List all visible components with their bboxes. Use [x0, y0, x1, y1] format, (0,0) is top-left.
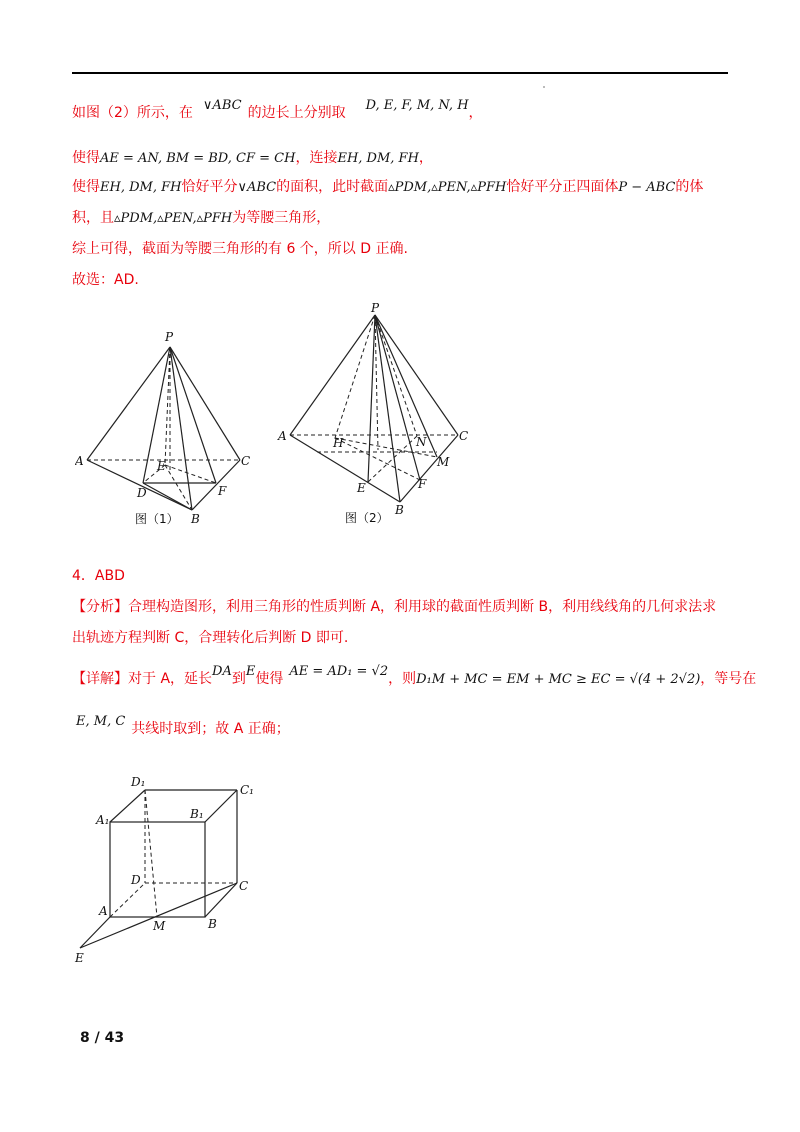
fig1-label-P: P	[165, 330, 174, 344]
fig2-label-P: P	[371, 301, 380, 315]
fig3-label-B1: B₁	[190, 807, 204, 821]
figure-2-tetrahedron	[275, 300, 485, 530]
analysis-line-1: 【分析】合理构造图形，利用三角形的性质判断 A，利用球的截面性质判断 B，利用线线角的几何求法求	[72, 599, 717, 615]
fig2-label-H: H	[333, 436, 344, 450]
page-number: 8 / 43	[80, 1030, 125, 1046]
fig2-label-B: B	[395, 503, 404, 517]
detail-line-1: 【详解】对于 A，延长DA到E使得 AE = AD₁ = √2，则D₁M + MC = EM + MC ≥ EC = √(4 + 2√2)，等号在	[72, 664, 757, 687]
fig1-label-C: C	[241, 454, 251, 468]
fig2-label-F: F	[418, 477, 427, 491]
figure-1-tetrahedron	[75, 325, 275, 530]
fig1-label-E: E	[157, 459, 166, 473]
fig1-label-B: B	[191, 512, 200, 526]
fig2-label-C: C	[459, 429, 469, 443]
fig3-label-B: B	[208, 917, 217, 931]
fig1-label-D: D	[137, 486, 147, 500]
fig3-label-D1: D₁	[131, 775, 146, 789]
fig2-label-M: M	[437, 455, 450, 469]
fig2-label-N: N	[416, 435, 427, 449]
fig3-label-E: E	[75, 951, 84, 965]
detail-line-2: E, M, C 共线时取到；故 A 正确；	[76, 714, 290, 737]
text-line-5: 综上可得，截面为等腰三角形的有 6 个，所以 D 正确.	[72, 241, 408, 257]
text-line-4: 积，且▵PDM,▵PEN,▵PFH为等腰三角形，	[72, 210, 331, 226]
fig2-label-A: A	[278, 429, 287, 443]
header-rule	[72, 72, 728, 74]
fig3-label-C1: C₁	[240, 783, 254, 797]
fig1-caption: 图（1）	[135, 512, 179, 526]
fig2-caption: 图（2）	[345, 511, 389, 525]
answer-number: 4．ABD	[72, 568, 125, 584]
fig3-label-D: D	[131, 873, 141, 887]
text-line-3: 使得EH, DM, FH恰好平分∨ABC的面积，此时截面▵PDM,▵PEN,▵PFH恰好平分正四面体P − ABC的体	[72, 179, 704, 195]
text-line-2: 使得AE = AN, BM = BD, CF = CH，连接EH, DM, FH，	[72, 150, 433, 166]
fig3-label-A1: A₁	[96, 813, 110, 827]
fig3-label-A: A	[99, 904, 108, 918]
scan-dot	[543, 86, 545, 88]
fig3-label-C: C	[239, 879, 249, 893]
text-line-6: 故选：AD.	[72, 272, 139, 288]
analysis-line-2: 出轨迹方程判断 C，合理转化后判断 D 即可.	[72, 630, 349, 646]
fig2-label-E: E	[357, 481, 366, 495]
fig1-label-A: A	[75, 454, 84, 468]
text-line-1: 如图（2）所示，在 ∨ABC 的边长上分别取 D, E, F, M, N, H，	[72, 98, 483, 121]
fig3-label-M: M	[153, 919, 166, 933]
figure-3-cube	[65, 770, 275, 970]
fig1-label-F: F	[218, 484, 227, 498]
